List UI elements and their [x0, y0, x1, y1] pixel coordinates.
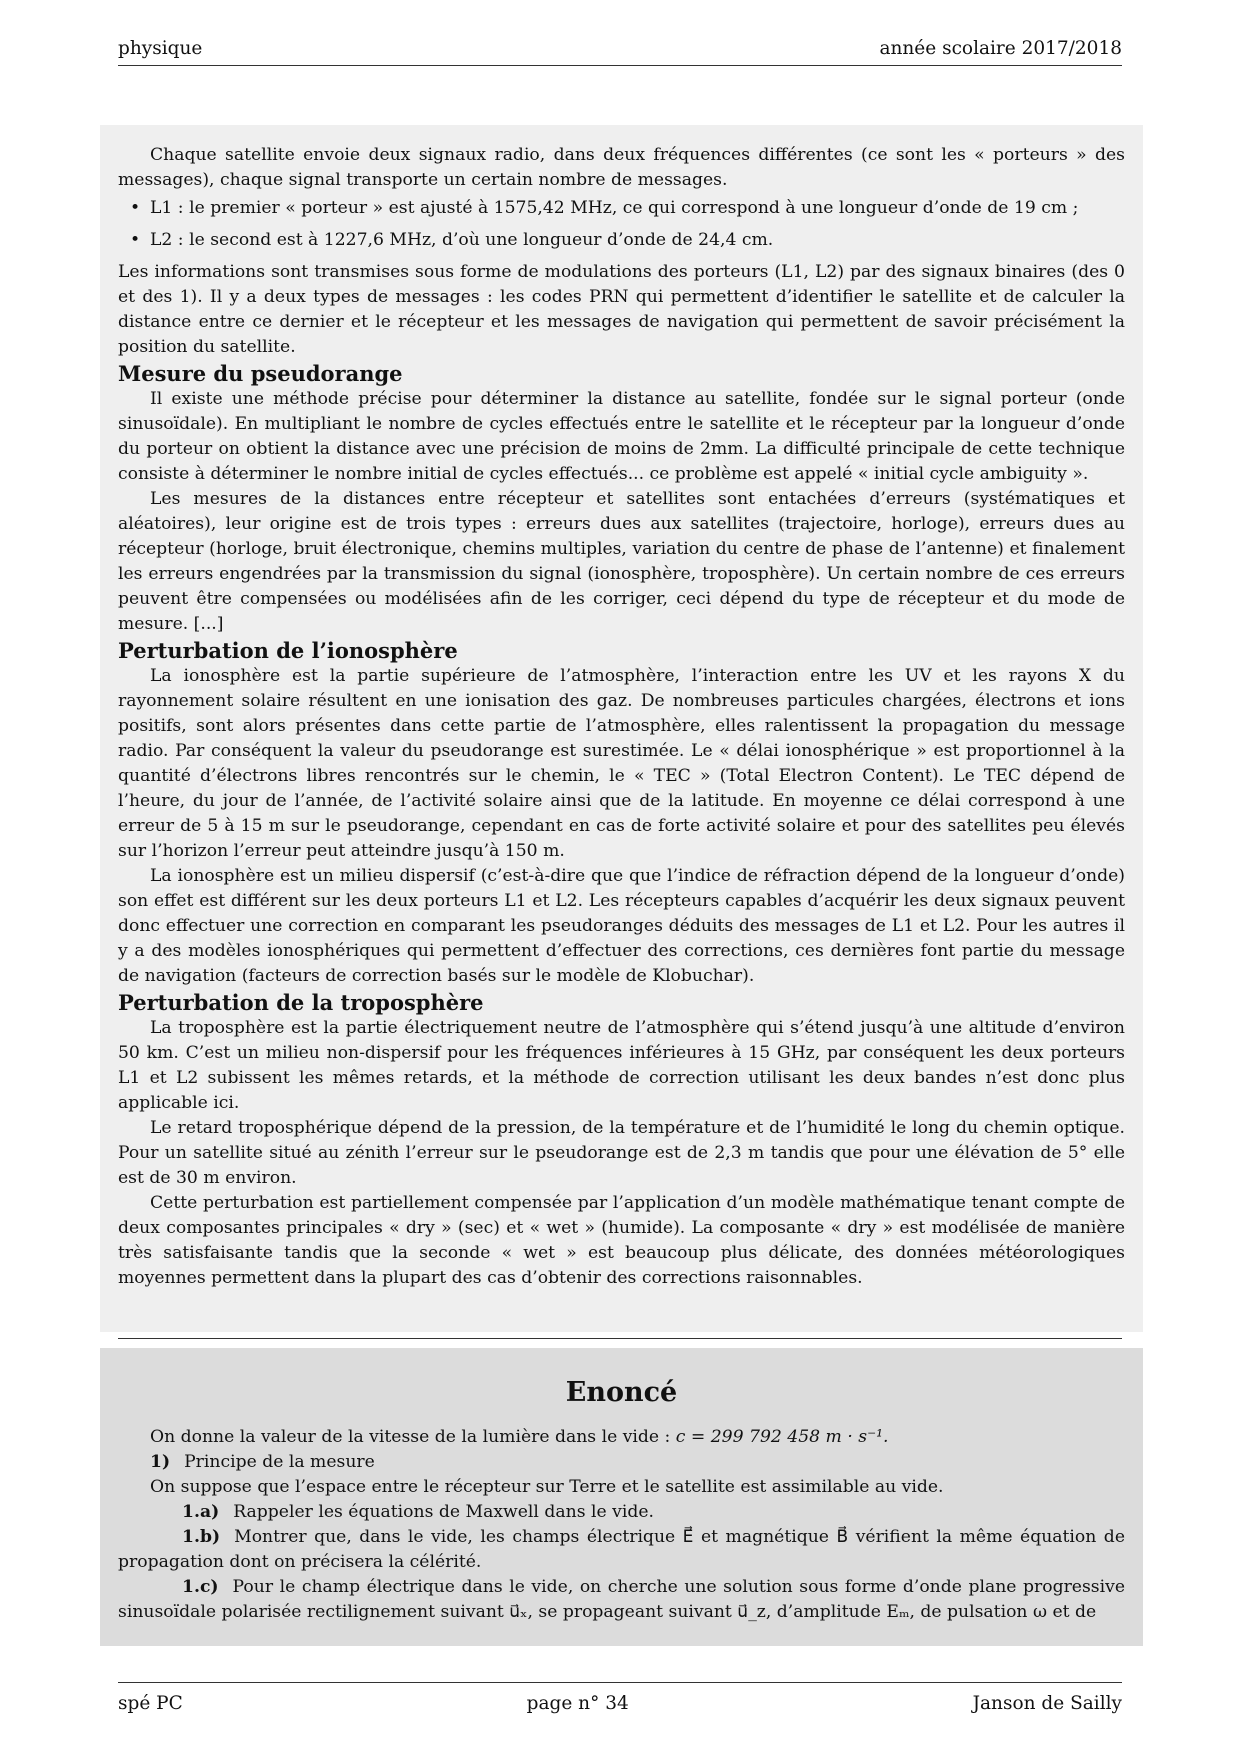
intro-paragraph: Chaque satellite envoie deux signaux radio, dans deux fréquences différentes (ce sont les « porteurs » des messages), chaque signal transporte un certain nombre de messages. [118, 145, 1125, 190]
paragraph: La troposphère est la partie électriquement neutre de l’atmosphère qui s’étend jusqu’à une altitude d’environ 50 km. C’est un milieu non-dispersif pour les fréquences inférieures à 15 GHz, par conséquent les deux porteurs L1 et L2 subissent les mêmes retards, et la méthode de correction utilisant les deux bandes n’est donc plus applicable ici. [118, 1018, 1125, 1113]
paragraph: La ionosphère est la partie supérieure de l’atmosphère, l’interaction entre les UV et les rayons X du rayonnement solaire résultent en une ionisation des gaz. De nombreuses particules chargées, électrons et ions positifs, sont alors présentes dans cette partie de l’atmosphère, elles ralentissent la propagation du message radio. Par conséquent la valeur du pseudorange est surestimée. Le « délai ionosphérique » est proportionnel à la quantité d’électrons libres rencontrés sur le chemin, le « TEC » (Total Electron Content). Le TEC dépend de l’heure, du jour de l’année, de l’activité solaire ainsi que de la latitude. En moyenne ce délai correspond à une erreur de 5 à 15 m sur le pseudorange, cependant en cas de forte activité solaire et pour des satellites peu élevés sur l’horizon l’erreur peut atteindre jusqu’à 150 m. [118, 666, 1125, 861]
carrier-list [118, 196, 1125, 253]
page-footer [118, 1682, 1122, 1714]
question-text: Pour le champ électrique dans le vide, on cherche une solution sous forme d’onde plane progressive sinusoïdale polarisée rectilignement suivant u⃗ₓ, se propageant suivant u⃗_z, d’amplitude Eₘ, de pulsation ω et de [118, 1577, 1125, 1622]
header-subject: physique [118, 38, 203, 59]
question-1a [118, 1500, 1125, 1525]
list-item: • L1 : le premier « porteur » est ajusté à 1575,42 MHz, ce qui correspond à une longueur d’onde de 19 cm ; [136, 196, 1125, 221]
header-year: année scolaire 2017/2018 [879, 38, 1122, 59]
speed-of-light-value: c = 299 792 458 m · s⁻¹. [675, 1427, 889, 1447]
paragraph: Le retard troposphérique dépend de la pression, de la température et de l’humidité le long du chemin optique. Pour un satellite situé au zénith l’erreur sur le pseudorange est de 2,3 m tandis que pour une élévation de 5° elle est de 30 m environ. [118, 1118, 1125, 1188]
question-1c [118, 1575, 1125, 1625]
enonce-intro-text: On donne la valeur de la vitesse de la lumière dans le vide : [150, 1427, 676, 1447]
page-header [118, 38, 1122, 66]
footer-page-number: page n° 34 [526, 1693, 629, 1714]
question-label: 1) [150, 1452, 171, 1472]
question-1-text: On suppose que l’espace entre le récepteur sur Terre et le satellite est assimilable au vide. [150, 1477, 944, 1497]
question-text: Rappeler les équations de Maxwell dans le vide. [233, 1502, 654, 1522]
paragraph: Il existe une méthode précise pour déterminer la distance au satellite, fondée sur le signal porteur (onde sinusoïdale). En multipliant le nombre de cycles effectués entre le satellite et le récepteur par la longueur d’onde du porteur on obtient la distance avec une précision de moins de 2mm. La difficulté principale de cette technique consiste à déterminer le nombre initial de cycles effectués... ce problème est appelé « initial cycle ambiguity ». [118, 389, 1125, 484]
section-title-ionosphere: Perturbation de l’ionosphère [118, 638, 458, 663]
list-item: • L2 : le second est à 1227,6 MHz, d’où une longueur d’onde de 24,4 cm. [136, 228, 1125, 253]
question-1b [118, 1525, 1125, 1575]
info-paragraph: Les informations sont transmises sous forme de modulations des porteurs (L1, L2) par des signaux binaires (des 0 et des 1). Il y a deux types de messages : les codes PRN qui permettent d’identifier le satellite et de calculer la distance entre ce dernier et le récepteur et les messages de navigation qui permettent de savoir précisément la position du satellite. [118, 262, 1125, 357]
footer-class: spé PC [118, 1693, 183, 1714]
question-label: 1.c) [182, 1577, 219, 1597]
question-title: Principe de la mesure [184, 1452, 375, 1472]
enonce-title: Enoncé [565, 1377, 678, 1408]
footer-school: Janson de Sailly [972, 1693, 1122, 1714]
section-title-troposphere: Perturbation de la troposphère [118, 990, 484, 1015]
question-label: 1.b) [182, 1527, 221, 1547]
paragraph: La ionosphère est un milieu dispersif (c’est-à-dire que que l’indice de réfraction dépend de la longueur d’onde) son effet est différent sur les deux porteurs L1 et L2. Les récepteurs capables d’acquérir les deux signaux peuvent donc effectuer une correction en comparant les pseudoranges déduits des messages de L1 et L2. Pour les autres il y a des modèles ionosphériques qui permettent d’effectuer des corrections, ces dernières font partie du message de navigation (facteurs de correction basés sur le modèle de Klobuchar). [118, 866, 1125, 986]
paragraph: Cette perturbation est partiellement compensée par l’application d’un modèle mathématique tenant compte de deux composantes principales « dry » (sec) et « wet » (humide). La composante « dry » est modélisée de manière très satisfaisante tandis que la seconde « wet » est beaucoup plus délicate, des données météorologiques moyennes permettent dans la plupart des cas d’obtenir des corrections raisonnables. [118, 1193, 1125, 1288]
section-divider [118, 1338, 1122, 1339]
question-text: Montrer que, dans le vide, les champs électrique E⃗ et magnétique B⃗ vérifient la même équation de propagation dont on précisera la célérité. [118, 1527, 1125, 1572]
enonce-box [100, 1348, 1143, 1646]
enonce-intro [118, 1425, 1125, 1450]
question-1 [118, 1450, 1125, 1475]
document-excerpt [100, 125, 1143, 1332]
paragraph: Les mesures de la distances entre récepteur et satellites sont entachées d’erreurs (systématiques et aléatoires), leur origine est de trois types : erreurs dues aux satellites (trajectoire, horloge), erreurs dues au récepteur (horloge, bruit électronique, chemins multiples, variation du centre de phase de l’antenne) et finalement les erreurs engendrées par la transmission du signal (ionosphère, troposphère). Un certain nombre de ces erreurs peuvent être compensées ou modélisées afin de les corriger, ceci dépend du type de récepteur et du mode de mesure. [...] [118, 489, 1125, 634]
question-label: 1.a) [182, 1502, 220, 1522]
section-title-pseudorange: Mesure du pseudorange [118, 361, 403, 386]
